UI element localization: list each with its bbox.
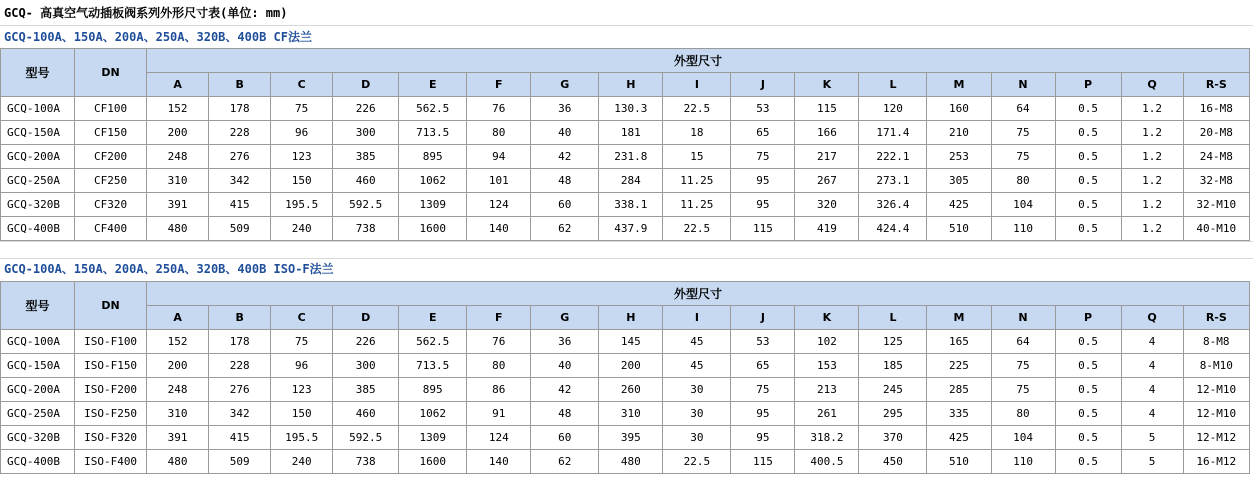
dimension-cell: 140 xyxy=(467,450,531,474)
model-cell: GCQ-100A xyxy=(1,97,75,121)
dimension-cell: 310 xyxy=(147,169,209,193)
dimension-cell: 4 xyxy=(1121,378,1183,402)
dimension-cell: 300 xyxy=(333,354,399,378)
dimension-cell: 248 xyxy=(147,145,209,169)
dimension-cell: 8-M8 xyxy=(1183,330,1249,354)
dimension-cell: 94 xyxy=(467,145,531,169)
column-header: K xyxy=(795,73,859,97)
column-header: G xyxy=(531,306,599,330)
dimension-group-header: 外型尺寸 xyxy=(147,49,1250,73)
table-caption-cf: GCQ-100A、150A、200A、250A、320B、400B CF法兰 xyxy=(4,30,312,44)
column-header: D xyxy=(333,73,399,97)
dimension-cell: 562.5 xyxy=(399,97,467,121)
dimension-cell: 231.8 xyxy=(599,145,663,169)
dimension-cell: 11.25 xyxy=(663,193,731,217)
column-header: G xyxy=(531,73,599,97)
dimension-cell: 480 xyxy=(599,450,663,474)
dimension-cell: 480 xyxy=(147,217,209,241)
dimension-cell: 4 xyxy=(1121,330,1183,354)
dimension-cell: 738 xyxy=(333,450,399,474)
dimension-cell: 276 xyxy=(209,378,271,402)
table-caption-iso: GCQ-100A、150A、200A、250A、320B、400B ISO-F法兰 xyxy=(4,262,334,276)
dimension-cell: 86 xyxy=(467,378,531,402)
table-row xyxy=(1,97,1250,121)
dimension-cell: 217 xyxy=(795,145,859,169)
dimension-cell: 200 xyxy=(147,354,209,378)
dn-header: DN xyxy=(75,49,147,97)
dimension-cell: 80 xyxy=(991,169,1055,193)
dimension-cell: 32-M10 xyxy=(1183,193,1249,217)
dn-cell: CF150 xyxy=(75,121,147,145)
dimension-cell: 1062 xyxy=(399,402,467,426)
dimension-cell: 320 xyxy=(795,193,859,217)
dimension-cell: 95 xyxy=(731,402,795,426)
dimension-cell: 226 xyxy=(333,97,399,121)
grid-line xyxy=(0,241,1253,242)
dimension-cell: 76 xyxy=(467,330,531,354)
dimension-cell: 460 xyxy=(333,169,399,193)
dimension-cell: 75 xyxy=(991,378,1055,402)
dimension-cell: 150 xyxy=(271,402,333,426)
dimension-cell: 370 xyxy=(859,426,927,450)
dimension-cell: 8-M10 xyxy=(1183,354,1249,378)
dimension-cell: 150 xyxy=(271,169,333,193)
dimension-cell: 295 xyxy=(859,402,927,426)
dimension-cell: 0.5 xyxy=(1055,330,1121,354)
dimension-cell: 1062 xyxy=(399,169,467,193)
dimension-cell: 115 xyxy=(731,450,795,474)
column-header: B xyxy=(209,306,271,330)
dimension-cell: 75 xyxy=(731,145,795,169)
dimension-cell: 210 xyxy=(927,121,991,145)
dimension-cell: 276 xyxy=(209,145,271,169)
header-row xyxy=(1,49,1250,73)
dimension-cell: 178 xyxy=(209,97,271,121)
dimension-cell: 222.1 xyxy=(859,145,927,169)
dimension-cell: 437.9 xyxy=(599,217,663,241)
column-header: C xyxy=(271,306,333,330)
dn-cell: CF250 xyxy=(75,169,147,193)
dimension-cell: 285 xyxy=(927,378,991,402)
column-header: F xyxy=(467,306,531,330)
dimension-table-cf xyxy=(0,48,1250,241)
dimension-cell: 385 xyxy=(333,378,399,402)
dn-cell: ISO-F320 xyxy=(75,426,147,450)
dimension-cell: 110 xyxy=(991,217,1055,241)
dimension-cell: 509 xyxy=(209,217,271,241)
dimension-cell: 95 xyxy=(731,426,795,450)
dimension-cell: 200 xyxy=(147,121,209,145)
dimension-cell: 80 xyxy=(467,121,531,145)
grid-line xyxy=(0,25,1253,26)
table-row xyxy=(1,145,1250,169)
dimension-cell: 75 xyxy=(271,330,333,354)
dimension-cell: 40-M10 xyxy=(1183,217,1249,241)
column-header: M xyxy=(927,73,991,97)
dimension-cell: 213 xyxy=(795,378,859,402)
dn-cell: ISO-F150 xyxy=(75,354,147,378)
dimension-cell: 226 xyxy=(333,330,399,354)
dimension-cell: 124 xyxy=(467,426,531,450)
dimension-cell: 22.5 xyxy=(663,217,731,241)
table-row xyxy=(1,426,1250,450)
dimension-cell: 75 xyxy=(991,354,1055,378)
dimension-cell: 22.5 xyxy=(663,97,731,121)
column-header: F xyxy=(467,73,531,97)
column-header: P xyxy=(1055,306,1121,330)
column-header: Q xyxy=(1121,306,1183,330)
dimension-cell: 338.1 xyxy=(599,193,663,217)
dimension-cell: 96 xyxy=(271,121,333,145)
dimension-cell: 460 xyxy=(333,402,399,426)
column-header: L xyxy=(859,306,927,330)
dimension-cell: 305 xyxy=(927,169,991,193)
dimension-cell: 4 xyxy=(1121,402,1183,426)
dimension-cell: 123 xyxy=(271,145,333,169)
dimension-cell: 391 xyxy=(147,426,209,450)
dimension-cell: 4 xyxy=(1121,354,1183,378)
dimension-cell: 342 xyxy=(209,402,271,426)
dimension-cell: 425 xyxy=(927,426,991,450)
dimension-cell: 42 xyxy=(531,145,599,169)
dimension-cell: 153 xyxy=(795,354,859,378)
dimension-cell: 225 xyxy=(927,354,991,378)
table-row xyxy=(1,450,1250,474)
table-row xyxy=(1,354,1250,378)
column-header: D xyxy=(333,306,399,330)
dimension-cell: 1.2 xyxy=(1121,97,1183,121)
dimension-cell: 16-M8 xyxy=(1183,97,1249,121)
column-header: P xyxy=(1055,73,1121,97)
dimension-cell: 415 xyxy=(209,426,271,450)
dimension-cell: 145 xyxy=(599,330,663,354)
dimension-cell: 123 xyxy=(271,378,333,402)
dimension-cell: 140 xyxy=(467,217,531,241)
dn-cell: CF200 xyxy=(75,145,147,169)
dimension-cell: 450 xyxy=(859,450,927,474)
dimension-cell: 30 xyxy=(663,402,731,426)
dimension-cell: 80 xyxy=(467,354,531,378)
table-row xyxy=(1,402,1250,426)
dimension-cell: 120 xyxy=(859,97,927,121)
dimension-cell: 713.5 xyxy=(399,121,467,145)
column-header-row xyxy=(1,73,1250,97)
dimension-cell: 1.2 xyxy=(1121,193,1183,217)
dimension-cell: 178 xyxy=(209,330,271,354)
dimension-cell: 5 xyxy=(1121,426,1183,450)
dimension-cell: 95 xyxy=(731,193,795,217)
column-header: R-S xyxy=(1183,306,1249,330)
dimension-cell: 171.4 xyxy=(859,121,927,145)
dimension-table-iso xyxy=(0,281,1250,474)
dimension-cell: 152 xyxy=(147,330,209,354)
column-header: B xyxy=(209,73,271,97)
dimension-cell: 24-M8 xyxy=(1183,145,1249,169)
dimension-cell: 53 xyxy=(731,330,795,354)
dimension-cell: 260 xyxy=(599,378,663,402)
dimension-cell: 62 xyxy=(531,217,599,241)
dimension-cell: 0.5 xyxy=(1055,450,1121,474)
dimension-cell: 895 xyxy=(399,145,467,169)
dimension-cell: 228 xyxy=(209,354,271,378)
dimension-cell: 30 xyxy=(663,426,731,450)
dimension-cell: 101 xyxy=(467,169,531,193)
table-row xyxy=(1,378,1250,402)
dimension-cell: 480 xyxy=(147,450,209,474)
dn-header: DN xyxy=(75,282,147,330)
dimension-cell: 1309 xyxy=(399,426,467,450)
model-cell: GCQ-250A xyxy=(1,169,75,193)
dimension-cell: 592.5 xyxy=(333,193,399,217)
dimension-cell: 273.1 xyxy=(859,169,927,193)
column-header: R-S xyxy=(1183,73,1249,97)
column-header: H xyxy=(599,306,663,330)
dimension-cell: 592.5 xyxy=(333,426,399,450)
model-cell: GCQ-150A xyxy=(1,121,75,145)
column-header: E xyxy=(399,73,467,97)
model-cell: GCQ-150A xyxy=(1,354,75,378)
dimension-cell: 228 xyxy=(209,121,271,145)
dn-cell: CF100 xyxy=(75,97,147,121)
dn-cell: ISO-F400 xyxy=(75,450,147,474)
dimension-cell: 195.5 xyxy=(271,193,333,217)
dimension-cell: 0.5 xyxy=(1055,378,1121,402)
dimension-cell: 326.4 xyxy=(859,193,927,217)
dimension-cell: 75 xyxy=(991,121,1055,145)
dimension-cell: 62 xyxy=(531,450,599,474)
header-row xyxy=(1,282,1250,306)
dimension-cell: 284 xyxy=(599,169,663,193)
table-row xyxy=(1,217,1250,241)
dimension-cell: 110 xyxy=(991,450,1055,474)
dimension-cell: 42 xyxy=(531,378,599,402)
dimension-cell: 395 xyxy=(599,426,663,450)
dn-cell: ISO-F100 xyxy=(75,330,147,354)
dimension-cell: 1600 xyxy=(399,450,467,474)
column-header: L xyxy=(859,73,927,97)
dimension-cell: 385 xyxy=(333,145,399,169)
dimension-cell: 104 xyxy=(991,193,1055,217)
model-cell: GCQ-400B xyxy=(1,450,75,474)
column-header: N xyxy=(991,306,1055,330)
dimension-cell: 60 xyxy=(531,193,599,217)
dn-cell: CF400 xyxy=(75,217,147,241)
model-cell: GCQ-400B xyxy=(1,217,75,241)
dimension-cell: 165 xyxy=(927,330,991,354)
column-header: A xyxy=(147,73,209,97)
dimension-cell: 65 xyxy=(731,354,795,378)
dimension-cell: 185 xyxy=(859,354,927,378)
dimension-cell: 11.25 xyxy=(663,169,731,193)
column-header: I xyxy=(663,73,731,97)
dimension-cell: 48 xyxy=(531,402,599,426)
dimension-cell: 310 xyxy=(599,402,663,426)
dimension-cell: 40 xyxy=(531,354,599,378)
dimension-cell: 0.5 xyxy=(1055,121,1121,145)
model-header: 型号 xyxy=(1,49,75,97)
column-header: J xyxy=(731,306,795,330)
dimension-cell: 125 xyxy=(859,330,927,354)
dimension-cell: 318.2 xyxy=(795,426,859,450)
dimension-cell: 12-M12 xyxy=(1183,426,1249,450)
dimension-cell: 40 xyxy=(531,121,599,145)
model-cell: GCQ-200A xyxy=(1,378,75,402)
table-row xyxy=(1,169,1250,193)
dimension-cell: 240 xyxy=(271,450,333,474)
dimension-cell: 1.2 xyxy=(1121,145,1183,169)
table-row xyxy=(1,330,1250,354)
dimension-cell: 12-M10 xyxy=(1183,402,1249,426)
dimension-cell: 91 xyxy=(467,402,531,426)
dimension-cell: 104 xyxy=(991,426,1055,450)
column-header: C xyxy=(271,73,333,97)
dimension-cell: 115 xyxy=(795,97,859,121)
dimension-cell: 36 xyxy=(531,97,599,121)
dimension-cell: 0.5 xyxy=(1055,193,1121,217)
table-row xyxy=(1,193,1250,217)
dimension-cell: 738 xyxy=(333,217,399,241)
dimension-cell: 0.5 xyxy=(1055,145,1121,169)
dimension-cell: 1600 xyxy=(399,217,467,241)
dimension-cell: 65 xyxy=(731,121,795,145)
dimension-cell: 166 xyxy=(795,121,859,145)
dimension-cell: 0.5 xyxy=(1055,354,1121,378)
dimension-cell: 425 xyxy=(927,193,991,217)
model-cell: GCQ-320B xyxy=(1,193,75,217)
dimension-cell: 60 xyxy=(531,426,599,450)
dimension-cell: 248 xyxy=(147,378,209,402)
column-header: I xyxy=(663,306,731,330)
dimension-cell: 45 xyxy=(663,330,731,354)
dimension-cell: 64 xyxy=(991,97,1055,121)
dimension-cell: 895 xyxy=(399,378,467,402)
dimension-cell: 95 xyxy=(731,169,795,193)
table-row xyxy=(1,121,1250,145)
dimension-cell: 53 xyxy=(731,97,795,121)
dimension-cell: 15 xyxy=(663,145,731,169)
dimension-cell: 1.2 xyxy=(1121,121,1183,145)
dimension-cell: 0.5 xyxy=(1055,402,1121,426)
dimension-cell: 130.3 xyxy=(599,97,663,121)
dimension-cell: 0.5 xyxy=(1055,217,1121,241)
dimension-cell: 1.2 xyxy=(1121,169,1183,193)
column-header: Q xyxy=(1121,73,1183,97)
dimension-cell: 245 xyxy=(859,378,927,402)
dn-cell: ISO-F250 xyxy=(75,402,147,426)
dimension-cell: 510 xyxy=(927,450,991,474)
dimension-cell: 509 xyxy=(209,450,271,474)
dimension-cell: 1309 xyxy=(399,193,467,217)
dimension-cell: 342 xyxy=(209,169,271,193)
dimension-cell: 253 xyxy=(927,145,991,169)
column-header: E xyxy=(399,306,467,330)
dimension-cell: 562.5 xyxy=(399,330,467,354)
dimension-group-header: 外型尺寸 xyxy=(147,282,1250,306)
sheet-title: GCQ- 高真空气动插板阀系列外形尺寸表(单位: mm) xyxy=(4,6,288,20)
dimension-cell: 510 xyxy=(927,217,991,241)
dimension-cell: 64 xyxy=(991,330,1055,354)
dimension-cell: 152 xyxy=(147,97,209,121)
dimension-cell: 18 xyxy=(663,121,731,145)
dimension-cell: 0.5 xyxy=(1055,426,1121,450)
dimension-cell: 0.5 xyxy=(1055,169,1121,193)
dimension-cell: 240 xyxy=(271,217,333,241)
dimension-cell: 75 xyxy=(731,378,795,402)
column-header: N xyxy=(991,73,1055,97)
dimension-cell: 12-M10 xyxy=(1183,378,1249,402)
dimension-cell: 32-M8 xyxy=(1183,169,1249,193)
dimension-cell: 160 xyxy=(927,97,991,121)
dimension-cell: 1.2 xyxy=(1121,217,1183,241)
column-header: J xyxy=(731,73,795,97)
dimension-cell: 16-M12 xyxy=(1183,450,1249,474)
dn-cell: CF320 xyxy=(75,193,147,217)
dimension-cell: 76 xyxy=(467,97,531,121)
dimension-cell: 75 xyxy=(271,97,333,121)
dimension-cell: 0.5 xyxy=(1055,97,1121,121)
dimension-cell: 400.5 xyxy=(795,450,859,474)
model-header: 型号 xyxy=(1,282,75,330)
dimension-cell: 267 xyxy=(795,169,859,193)
dimension-cell: 310 xyxy=(147,402,209,426)
dimension-cell: 20-M8 xyxy=(1183,121,1249,145)
dimension-cell: 181 xyxy=(599,121,663,145)
model-cell: GCQ-200A xyxy=(1,145,75,169)
dimension-cell: 96 xyxy=(271,354,333,378)
dimension-cell: 391 xyxy=(147,193,209,217)
dimension-cell: 75 xyxy=(991,145,1055,169)
dimension-cell: 80 xyxy=(991,402,1055,426)
column-header: H xyxy=(599,73,663,97)
column-header-row xyxy=(1,306,1250,330)
dimension-cell: 419 xyxy=(795,217,859,241)
dimension-cell: 713.5 xyxy=(399,354,467,378)
dimension-cell: 115 xyxy=(731,217,795,241)
dimension-cell: 30 xyxy=(663,378,731,402)
dimension-cell: 124 xyxy=(467,193,531,217)
dn-cell: ISO-F200 xyxy=(75,378,147,402)
column-header: A xyxy=(147,306,209,330)
model-cell: GCQ-100A xyxy=(1,330,75,354)
dimension-cell: 415 xyxy=(209,193,271,217)
dimension-cell: 102 xyxy=(795,330,859,354)
dimension-cell: 36 xyxy=(531,330,599,354)
dimension-cell: 195.5 xyxy=(271,426,333,450)
dimension-cell: 45 xyxy=(663,354,731,378)
column-header: M xyxy=(927,306,991,330)
dimension-cell: 424.4 xyxy=(859,217,927,241)
model-cell: GCQ-250A xyxy=(1,402,75,426)
dimension-cell: 5 xyxy=(1121,450,1183,474)
column-header: K xyxy=(795,306,859,330)
dimension-cell: 200 xyxy=(599,354,663,378)
dimension-cell: 261 xyxy=(795,402,859,426)
model-cell: GCQ-320B xyxy=(1,426,75,450)
dimension-cell: 300 xyxy=(333,121,399,145)
dimension-cell: 22.5 xyxy=(663,450,731,474)
dimension-cell: 48 xyxy=(531,169,599,193)
dimension-cell: 335 xyxy=(927,402,991,426)
